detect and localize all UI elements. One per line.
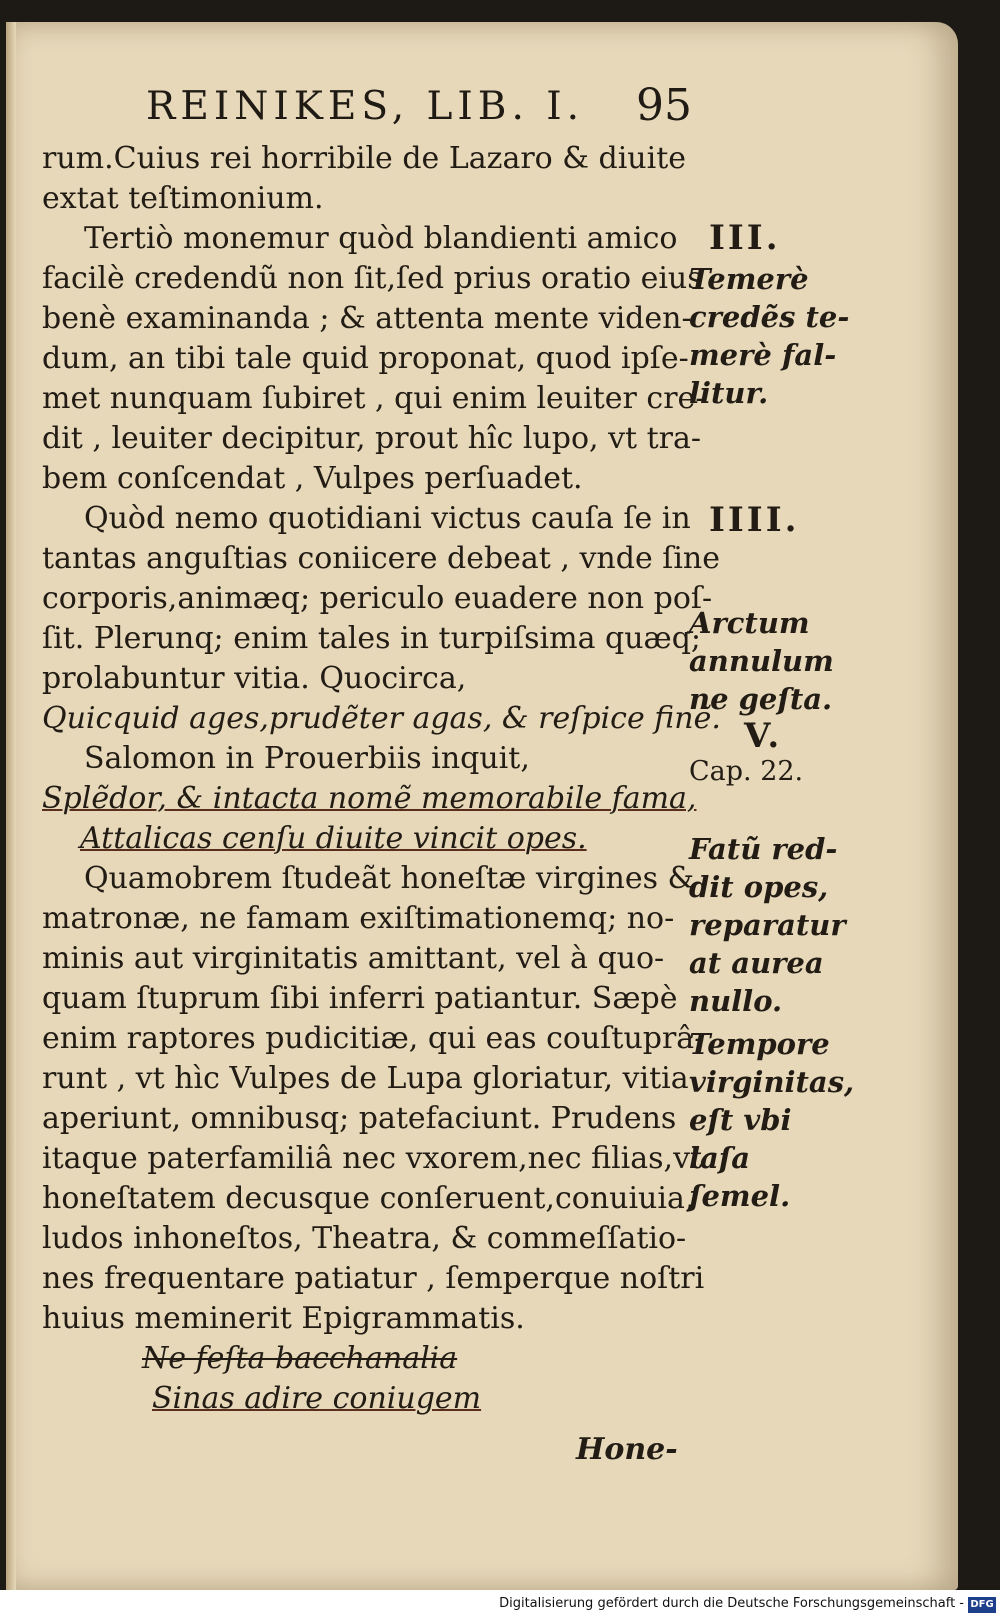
body-text bbox=[42, 139, 721, 1419]
text-line: Quamobrem ſtudeãt honeſtæ virgines & bbox=[84, 861, 695, 896]
running-head: REINIKES, LIB. I. bbox=[146, 84, 585, 129]
text-line: benè examinanda ; & attenta mente viden- bbox=[42, 301, 692, 336]
text-line: Ne feſta bacchanalia bbox=[142, 1341, 458, 1376]
margin-section-number: V. bbox=[744, 716, 783, 756]
page-header bbox=[146, 80, 692, 140]
text-line: met nunquam ſubiret , qui enim leuiter cre- bbox=[42, 381, 706, 416]
dfg-logo: DFG bbox=[968, 1597, 996, 1613]
text-line: dum, an tibi tale quid proponat, quod ipſe- bbox=[42, 341, 689, 376]
text-line: nes frequentare patiatur , ſemperque noſtri bbox=[42, 1261, 705, 1296]
text-line: huius meminerit Epigrammatis. bbox=[42, 1301, 525, 1336]
text-line: honeſtatem decusque conſeruent,conuiuia, bbox=[42, 1181, 695, 1216]
text-line: bem conſcendat , Vulpes perſuadet. bbox=[42, 461, 583, 496]
text-line: quam ſtuprum ſibi inferri patiantur. Sæpè bbox=[42, 981, 678, 1016]
text-line: Attalicas cenſu diuite vincit opes. bbox=[80, 821, 587, 856]
margin-note: Arctum annulum ne geſta. bbox=[689, 606, 834, 716]
text-line: ludos inhoneſtos, Theatra, & commeſſatio- bbox=[42, 1221, 687, 1256]
catchword: Hone- bbox=[576, 1432, 678, 1467]
text-line: Tertiò monemur quòd blandienti amico bbox=[84, 221, 678, 256]
text-line: Sinas adire coniugem bbox=[152, 1381, 482, 1416]
margin-section-number: IIII. bbox=[709, 500, 800, 540]
text-line: ſit. Plerunq; enim tales in turpiſsima quæq; bbox=[42, 621, 702, 656]
text-line: tantas anguſtias coniicere debeat , vnde ſine bbox=[42, 541, 721, 576]
text-line: Salomon in Prouerbiis inquit, bbox=[84, 741, 530, 776]
book-page bbox=[6, 22, 958, 1590]
page-number: 95 bbox=[636, 80, 692, 131]
text-line: corporis,animæq; periculo euadere non poſ- bbox=[42, 581, 713, 616]
page-gutter bbox=[6, 22, 16, 1590]
margin-section-number: III. bbox=[709, 218, 781, 258]
margin-note: Tempore virginitas, eſt vbi laſa ſemel. bbox=[689, 1027, 855, 1213]
text-line: enim raptores pudicitiæ, qui eas couſtuprâ- bbox=[42, 1021, 705, 1056]
text-line: minis aut virginitatis amittant, vel à quo- bbox=[42, 941, 665, 976]
digitization-footer bbox=[0, 1590, 1000, 1620]
text-line: Quòd nemo quotidiani victus cauſa ſe in bbox=[84, 501, 691, 536]
footer-credit: Digitalisierung gefördert durch die Deutsche Forschungsgemeinschaft - bbox=[499, 1596, 964, 1611]
margin-chapter-ref: Cap. 22. bbox=[689, 756, 804, 787]
text-line: Splẽdor, & intacta nomẽ memorabile fama, bbox=[42, 781, 697, 816]
text-line: matronæ, ne famam exiſtimationemq; no- bbox=[42, 901, 675, 936]
margin-note: Temerè credẽs te- merè fal- litur. bbox=[689, 262, 850, 410]
text-line: facilè credendũ non ſit,ſed prius oratio eius bbox=[42, 261, 703, 296]
text-line: extat teſtimonium. bbox=[42, 181, 324, 216]
text-line: dit , leuiter decipitur, prout hîc lupo, vt tra- bbox=[42, 421, 702, 456]
text-line: prolabuntur vitia. Quocirca, bbox=[42, 661, 467, 696]
text-line: itaque paterfamiliâ nec vxorem,nec filias,vt bbox=[42, 1141, 703, 1176]
text-line: runt , vt hìc Vulpes de Lupa gloriatur, vitia bbox=[42, 1061, 689, 1096]
text-line: aperiunt, omnibusq; patefaciunt. Prudens bbox=[42, 1101, 677, 1136]
margin-note: Fatũ red- dit opes, reparatur at aurea nullo. bbox=[689, 832, 846, 1018]
text-line: rum.Cuius rei horribile de Lazaro & diuite bbox=[42, 141, 687, 176]
text-line: Quicquid ages,prudẽter agas, & reſpice finẽ. bbox=[42, 701, 721, 736]
